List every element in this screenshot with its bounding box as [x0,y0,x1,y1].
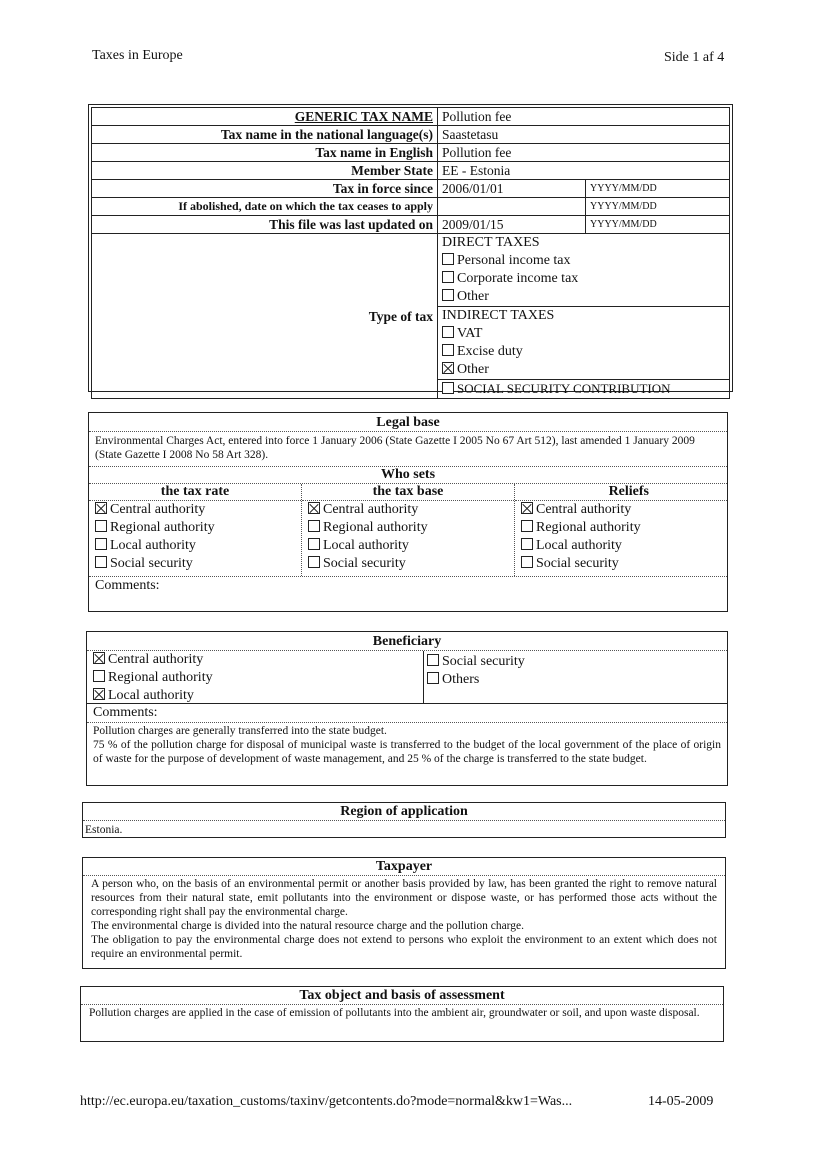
checked-checkbox-icon[interactable] [521,502,533,514]
beneficiary-box [86,631,728,786]
beneficiary-comment-paragraph: Pollution charges are generally transferred into the state budget. [93,725,387,737]
checked-checkbox-icon[interactable] [308,502,320,514]
option-indirect-other [442,361,725,379]
who-sets-column-title: the tax rate [89,484,301,501]
generic-row-label: Tax name in English [92,144,438,162]
option-label: VAT [457,326,483,341]
option-label: Local authority [536,538,622,553]
option-label: Central authority [536,502,632,517]
legal-base-text: Environmental Charges Act, entered into force 1 January 2006 (State Gazette I 2005 No 67 Art 512), last amended 1 January 2009 (State Gazette I 2008 No 58 Art 328). [89,432,727,467]
checkbox-icon[interactable] [442,289,454,301]
option-social-security-contribution [442,380,725,398]
indirect-taxes-title: INDIRECT TAXES [442,308,555,323]
option-indirect-vat [442,325,725,343]
option-label: Regional authority [536,520,641,535]
option-label: Social security [323,556,406,571]
option-the-tax-base-regional-authority [308,519,514,537]
option-indirect-excise-duty [442,343,725,361]
option-label: Social security [110,556,193,571]
checkbox-icon[interactable] [442,253,454,265]
who-sets-title: Who sets [89,467,727,484]
beneficiary-right-options [427,653,525,689]
tax-object-box [80,986,724,1042]
beneficiary-comments-label: Comments: [87,704,727,723]
generic-tax-table [91,107,730,399]
checkbox-icon[interactable] [521,556,533,568]
option-the-tax-base-social-security [308,555,514,573]
option-label: Local authority [323,538,409,553]
who-sets-column-the-tax-rate [89,484,301,576]
generic-row-label: If abolished, date on which the tax ceases to apply [92,198,438,216]
checked-checkbox-icon[interactable] [95,502,107,514]
option-beneficiary-others [427,671,525,689]
checkbox-icon[interactable] [521,538,533,550]
taxpayer-box [82,857,726,969]
option-label: Personal income tax [457,253,571,268]
direct-taxes-title: DIRECT TAXES [442,235,540,250]
option-beneficiary-regional-authority [93,669,213,687]
option-reliefs-local-authority [521,537,727,555]
footer-url[interactable]: http://ec.europa.eu/taxation_customs/taxinv/getcontents.do?mode=normal&kw1=Was... [80,1094,573,1109]
checkbox-icon[interactable] [442,382,454,394]
option-reliefs-social-security [521,555,727,573]
generic-row-label: This file was last updated on [92,216,438,234]
option-label: Other [457,362,489,377]
tax-object-text: Pollution charges are applied in the case of emission of pollutants into the ambient air, groundwater or soil, and upon waste disposal. [89,1007,700,1019]
generic-row-label: Tax name in the national language(s) [92,126,438,144]
generic-row-value: Saastetasu [438,126,730,144]
option-direct-other [442,288,725,306]
checkbox-icon[interactable] [521,520,533,532]
option-label: Regional authority [323,520,428,535]
date-format-hint: YYYY/MM/DD [586,180,730,198]
option-the-tax-rate-regional-authority [95,519,301,537]
option-the-tax-rate-social-security [95,555,301,573]
option-reliefs-central-authority [521,501,727,519]
beneficiary-left-options [93,651,213,705]
generic-tax-box [88,104,733,396]
taxpayer-paragraph: The obligation to pay the environmental charge does not extend to persons who exploit the environment to an extent which does not require an environmental permit. [91,934,717,960]
option-the-tax-rate-central-authority [95,501,301,519]
generic-row [92,144,730,162]
page-header-title: Taxes in Europe [92,48,183,63]
generic-row [92,162,730,180]
who-sets-column-reliefs [514,484,727,576]
who-sets-column-title: Reliefs [515,484,727,501]
generic-row-label: GENERIC TAX NAME [92,108,438,126]
generic-row-value: Pollution fee [438,144,730,162]
footer-date: 14-05-2009 [648,1094,714,1109]
option-label: Social security [442,654,525,669]
option-beneficiary-local-authority [93,687,213,705]
option-the-tax-base-central-authority [308,501,514,519]
taxpayer-title: Taxpayer [83,859,725,876]
generic-row-value: Pollution fee [438,108,730,126]
option-label: Excise duty [457,344,523,359]
option-direct-corporate-income-tax [442,270,725,288]
checkbox-icon[interactable] [308,520,320,532]
generic-row [92,198,730,216]
generic-row [92,108,730,126]
checkbox-icon[interactable] [95,520,107,532]
option-label: Local authority [108,688,194,703]
legal-comments-label: Comments: [95,578,160,593]
option-label: Social security [536,556,619,571]
option-label: Local authority [110,538,196,553]
option-beneficiary-social-security [427,653,525,671]
option-reliefs-regional-authority [521,519,727,537]
option-the-tax-base-local-authority [308,537,514,555]
checkbox-icon[interactable] [308,556,320,568]
checked-checkbox-icon[interactable] [93,652,105,664]
taxpayer-paragraph: The environmental charge is divided into the natural resource charge and the pollution charge. [91,920,525,932]
legal-base-title: Legal base [89,415,727,432]
generic-row-value [438,198,586,216]
page-number: Side 1 af 4 [664,50,725,65]
date-format-hint: YYYY/MM/DD [586,216,730,234]
type-of-tax-options [438,234,730,399]
checkbox-icon[interactable] [95,538,107,550]
checked-checkbox-icon[interactable] [93,688,105,700]
tax-object-title: Tax object and basis of assessment [81,988,723,1005]
taxpayer-text [83,876,725,962]
option-label: Regional authority [110,520,215,535]
checkbox-icon[interactable] [427,672,439,684]
option-direct-personal-income-tax [442,252,725,270]
region-box [82,802,726,838]
beneficiary-comment-paragraph: 75 % of the pollution charge for disposal of municipal waste is transferred to the budget of the local government of the place of origin of waste for the purpose of development of waste management, and 25 % of the charge is transferred to the state budget. [93,739,721,765]
option-label: Regional authority [108,670,213,685]
generic-row-value: EE - Estonia [438,162,730,180]
option-label: Central authority [108,652,204,667]
checkbox-icon[interactable] [442,271,454,283]
who-sets-columns [89,484,727,577]
checkbox-icon[interactable] [93,670,105,682]
checkbox-icon[interactable] [442,326,454,338]
checkbox-icon[interactable] [95,556,107,568]
option-label: Central authority [323,502,419,517]
who-sets-column-title: the tax base [302,484,514,501]
generic-row [92,216,730,234]
option-beneficiary-central-authority [93,651,213,669]
generic-row [92,180,730,198]
option-label: SOCIAL SECURITY CONTRIBUTION [457,381,671,396]
taxpayer-paragraph: A person who, on the basis of an environmental permit or another basis provided by law, has been granted the right to remove natural resources from their natural state, emit pollutants into the environment or dispose waste, or has performed those acts without the corresponding right shall pay the environmental charge. [91,878,717,918]
legal-base-box [88,412,728,612]
option-label: Central authority [110,502,206,517]
generic-row-value: 2006/01/01 [438,180,586,198]
option-the-tax-rate-local-authority [95,537,301,555]
generic-row [92,126,730,144]
region-text: Estonia. [85,824,123,836]
generic-row-label: Tax in force since [92,180,438,198]
region-title: Region of application [83,804,725,821]
checkbox-icon[interactable] [308,538,320,550]
beneficiary-comments [87,723,727,767]
checked-checkbox-icon[interactable] [442,362,454,374]
generic-row-value: 2009/01/15 [438,216,586,234]
option-label: Other [457,289,489,304]
checkbox-icon[interactable] [442,344,454,356]
who-sets-column-the-tax-base [301,484,514,576]
option-label: Corporate income tax [457,271,579,286]
type-of-tax-label: Type of tax [92,234,438,399]
date-format-hint: YYYY/MM/DD [586,198,730,216]
option-label: Others [442,672,480,687]
beneficiary-title: Beneficiary [87,634,727,651]
generic-row-label: Member State [92,162,438,180]
checkbox-icon[interactable] [427,654,439,666]
